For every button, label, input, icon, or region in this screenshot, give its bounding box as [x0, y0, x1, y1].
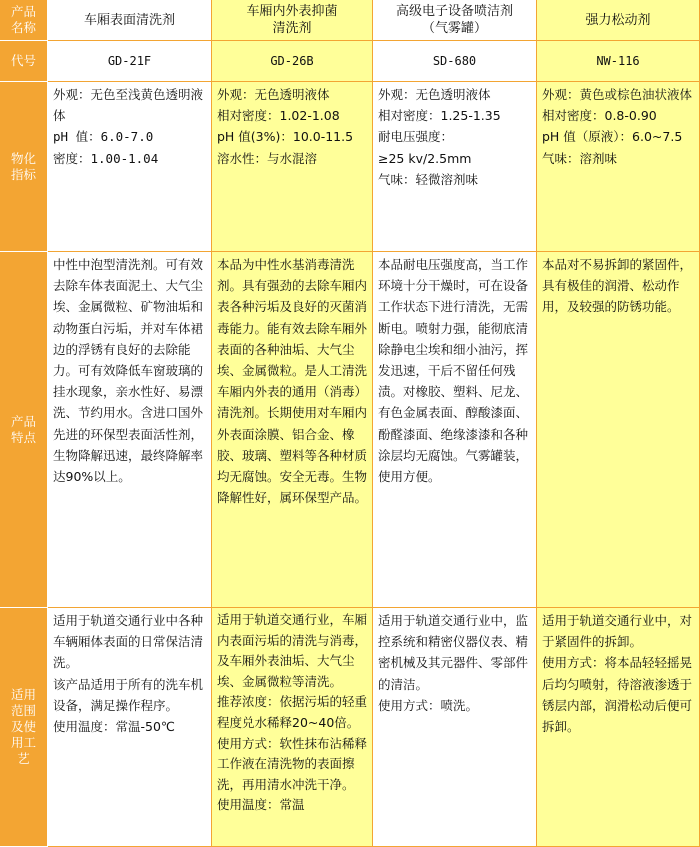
physchem-line: pH 值(3%)：10.0-11.5 — [217, 129, 354, 145]
features-2 — [212, 252, 373, 608]
scope-line: 该产品适用于所有的洗车机设备，满足操作程序。 — [53, 676, 204, 713]
scope-line: 适用于轨道交通行业中各种车辆厢体表面的日常保洁清洗。 — [53, 613, 204, 671]
features-text: 本品耐电压强度高，当工作环境十分干燥时，可在设备工作状态下进行清洗，无需断电。喷射力强，能彻底清除静电尘埃和细小油污，挥发迅速，干后不留任何残渍。对橡胶、塑料、尼龙、有色金属表面、醇酸漆面、酚醛漆面、绝缘漆漆和各种涂层均无腐蚀。气雾罐装，使用方便。 — [378, 257, 529, 485]
physchem-line: 外观：无色透明液体 — [378, 87, 491, 102]
scope-3 — [373, 608, 537, 847]
product-name-3: 高级电子设备喷洁剂 （气雾罐） — [373, 0, 537, 41]
product-name-2: 车厢内外表抑菌 清洗剂 — [212, 0, 373, 41]
physchem-line: 密度：1.00-1.04 — [53, 150, 159, 166]
physchem-line: 外观：无色至浅黄色透明液体 — [53, 87, 204, 124]
scope-line: 适用于轨道交通行业，车厢内表面污垢的清洗与消毒，及车厢外表油垢、大气尘埃、金属微粒等清洗。 — [217, 612, 368, 689]
physchem-line: 溶水性：与水混溶 — [217, 150, 318, 166]
product-code-3: SD-680 — [373, 41, 537, 82]
scope-line: 适用于轨道交通行业中，对于紧固件的拆卸。 — [542, 613, 693, 650]
physchem-line: ≥25 kv/2.5mm — [378, 150, 472, 166]
physchem-line: pH 值（原液）：6.0~7.5 — [542, 129, 683, 145]
physchem-2 — [212, 82, 373, 252]
scope-1 — [48, 608, 212, 847]
label-scope: 适用 范围 及使 用工 艺 — [0, 608, 48, 847]
features-4 — [537, 252, 700, 608]
scope-line: 使用温度：常温-50℃ — [53, 719, 175, 735]
product-code-2: GD-26B — [212, 41, 373, 82]
physchem-line: 相对密度：1.02-1.08 — [217, 108, 340, 124]
scope-line: 适用于轨道交通行业中，监控系统和精密仪器仪表、精密机械及其元器件、零部件的清洁。 — [378, 613, 529, 692]
product-name-4: 强力松动剂 — [537, 0, 700, 41]
scope-line: 推荐浓度：依据污垢的轻重程度兑水稀释20~40倍。 — [217, 694, 368, 730]
physchem-line: pH 值：6.0-7.0 — [53, 129, 154, 145]
features-text: 本品对不易拆卸的紧固件，具有极佳的润滑、松动作用，及较强的防锈功能。 — [542, 257, 693, 315]
label-features: 产品 特点 — [0, 252, 48, 608]
product-code-1: GD-21F — [48, 41, 212, 82]
physchem-3 — [373, 82, 537, 252]
physchem-line: 气味：轻微溶剂味 — [378, 171, 479, 187]
product-name-1: 车厢表面清洗剂 — [48, 0, 212, 41]
physchem-line: 相对密度：0.8-0.90 — [542, 108, 657, 124]
physchem-1 — [48, 82, 212, 252]
features-1 — [48, 252, 212, 608]
scope-line: 使用温度：常温 — [217, 797, 305, 813]
features-text: 中性中泡型清洗剂。可有效去除车体表面泥土、大气尘埃、金属微粒、矿物油垢和动物蛋白污垢，并对车体裙边的浮锈有良好的去除能力。可有效降低车窗玻璃的挂水现象，亲水性好、易漂洗、节约用水。含进口国外先进的环保型表面活性剂，生物降解迅速，最终降解率达90%以上。 — [53, 257, 204, 485]
features-text: 本品为中性水基消毒清洗剂。具有强劲的去除车厢内表各种污垢及良好的灭菌消毒能力。能有效去除车厢外表面的各种油垢、大气尘埃、金属微粒。是人工清洗车厢内外表的通用（消毒）清洗剂。长期使用对车厢内外表面涂膜、铝合金、橡胶、玻璃、塑料等各种材质均无腐蚀。安全无毒。生物降解性好，属环保型产品。 — [217, 257, 368, 506]
product-code-4: NW-116 — [537, 41, 700, 82]
label-code: 代号 — [0, 41, 48, 82]
scope-line: 使用方式：喷洗。 — [378, 697, 479, 713]
scope-4 — [537, 608, 700, 847]
scope-line: 使用方式：将本品轻轻摇晃后均匀喷射，待溶液渗透于锈层内部，润滑松动后便可拆卸。 — [542, 655, 693, 735]
physchem-4 — [537, 82, 700, 252]
label-product-name: 产品 名称 — [0, 0, 48, 41]
physchem-line: 外观：无色透明液体 — [217, 87, 330, 102]
physchem-line: 外观：黄色或棕色油状液体 — [542, 87, 693, 102]
scope-2 — [212, 608, 373, 847]
scope-line: 使用方式：软性抹布沾稀释工作液在清洗物的表面擦洗，再用清水冲洗干净。 — [217, 735, 368, 792]
label-physchem: 物化 指标 — [0, 82, 48, 252]
physchem-line: 耐电压强度： — [378, 129, 454, 145]
physchem-line: 相对密度：1.25-1.35 — [378, 108, 501, 124]
physchem-line: 气味：溶剂味 — [542, 150, 618, 166]
features-3 — [373, 252, 537, 608]
